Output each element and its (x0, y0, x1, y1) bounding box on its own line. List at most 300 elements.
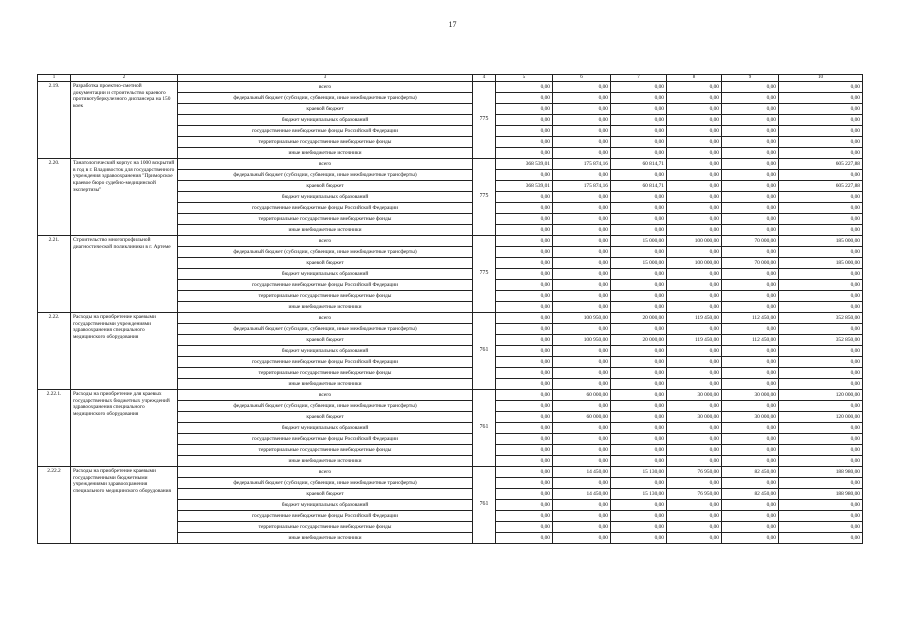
amount-cell: 0,00 (779, 378, 863, 389)
amount-cell: 119 450,00 (667, 312, 722, 323)
amount-cell: 0,00 (779, 279, 863, 290)
amount-cell: 0,00 (779, 224, 863, 235)
amount-cell: 0,00 (611, 400, 667, 411)
amount-cell: 100 950,00 (553, 334, 611, 345)
amount-cell: 0,00 (722, 202, 779, 213)
item-name: Разработка проектно-сметной документации и строительство краевого противотуберкулезного диспансера на 150 коек (71, 81, 178, 158)
amount-cell: 0,00 (611, 433, 667, 444)
funding-source: федеральный бюджет (субсидии, субвенции, иные межбюджетные трансферты) (178, 477, 473, 488)
amount-cell: 0,00 (779, 290, 863, 301)
amount-cell: 0,00 (553, 301, 611, 312)
column-number: 6 (553, 75, 611, 82)
amount-cell: 0,00 (496, 301, 553, 312)
amount-cell: 0,00 (496, 532, 553, 543)
amount-cell: 0,00 (496, 81, 553, 92)
amount-cell: 188 980,00 (779, 466, 863, 477)
amount-cell: 188 980,00 (779, 488, 863, 499)
amount-cell: 0,00 (611, 114, 667, 125)
amount-cell: 100 950,00 (553, 312, 611, 323)
amount-cell: 0,00 (722, 213, 779, 224)
table-row (38, 81, 863, 92)
amount-cell: 0,00 (779, 444, 863, 455)
amount-cell: 0,00 (779, 477, 863, 488)
funding-source: федеральный бюджет (субсидии, субвенции, иные межбюджетные трансферты) (178, 400, 473, 411)
amount-cell: 0,00 (553, 455, 611, 466)
amount-cell: 0,00 (667, 158, 722, 169)
amount-cell: 0,00 (553, 81, 611, 92)
amount-cell: 0,00 (722, 477, 779, 488)
amount-cell: 0,00 (667, 290, 722, 301)
amount-cell: 0,00 (667, 147, 722, 158)
amount-cell: 0,00 (611, 169, 667, 180)
funding-source: федеральный бюджет (субсидии, субвенции, иные межбюджетные трансферты) (178, 246, 473, 257)
funding-source: федеральный бюджет (субсидии, субвенции, иные межбюджетные трансферты) (178, 323, 473, 334)
amount-cell: 0,00 (667, 92, 722, 103)
amount-cell: 0,00 (779, 114, 863, 125)
column-number: 2 (71, 75, 178, 82)
funding-source: государственные внебюджетные фонды Российской Федерации (178, 433, 473, 444)
amount-cell: 0,00 (496, 334, 553, 345)
amount-cell: 0,00 (496, 389, 553, 400)
amount-cell: 0,00 (496, 224, 553, 235)
amount-cell: 0,00 (722, 323, 779, 334)
amount-cell: 0,00 (496, 136, 553, 147)
amount-cell: 0,00 (611, 389, 667, 400)
amount-cell: 0,00 (779, 147, 863, 158)
amount-cell: 0,00 (553, 224, 611, 235)
budget-table-body (38, 75, 863, 544)
funding-source: иные внебюджетные источники (178, 301, 473, 312)
table-row (38, 158, 863, 169)
amount-cell: 0,00 (553, 378, 611, 389)
amount-cell: 0,00 (667, 114, 722, 125)
amount-cell: 82 450,00 (722, 488, 779, 499)
funding-source: территориальные государственные внебюджетные фонды (178, 213, 473, 224)
amount-cell: 70 000,00 (722, 235, 779, 246)
amount-cell: 0,00 (496, 400, 553, 411)
amount-cell: 0,00 (496, 191, 553, 202)
amount-cell: 0,00 (667, 422, 722, 433)
amount-cell: 0,00 (722, 279, 779, 290)
funding-source: всего (178, 81, 473, 92)
budget-code: 775 (473, 158, 496, 235)
amount-cell: 0,00 (779, 202, 863, 213)
item-number: 2.22. (38, 312, 71, 389)
funding-source: краевой бюджет (178, 257, 473, 268)
item-name: Расходы на приобретение для краевых государственных бюджетных учреждений здравоохранения специального медицинского оборудования (71, 389, 178, 466)
amount-cell: 0,00 (553, 136, 611, 147)
amount-cell: 0,00 (496, 510, 553, 521)
amount-cell: 0,00 (553, 532, 611, 543)
amount-cell: 0,00 (553, 246, 611, 257)
amount-cell: 0,00 (553, 147, 611, 158)
amount-cell: 605 227,88 (779, 180, 863, 191)
amount-cell: 0,00 (779, 367, 863, 378)
amount-cell: 0,00 (611, 191, 667, 202)
amount-cell: 0,00 (779, 136, 863, 147)
amount-cell: 15 000,00 (611, 235, 667, 246)
amount-cell: 0,00 (667, 444, 722, 455)
amount-cell: 15 130,00 (611, 488, 667, 499)
amount-cell: 0,00 (553, 477, 611, 488)
amount-cell: 352 850,00 (779, 312, 863, 323)
amount-cell: 0,00 (496, 114, 553, 125)
amount-cell: 0,00 (553, 257, 611, 268)
table-row (38, 389, 863, 400)
amount-cell: 0,00 (553, 290, 611, 301)
amount-cell: 0,00 (496, 268, 553, 279)
funding-source: бюджет муниципальных образований (178, 268, 473, 279)
amount-cell: 0,00 (553, 444, 611, 455)
amount-cell: 0,00 (496, 356, 553, 367)
amount-cell: 0,00 (779, 323, 863, 334)
amount-cell: 0,00 (553, 213, 611, 224)
amount-cell: 0,00 (722, 268, 779, 279)
amount-cell: 0,00 (722, 510, 779, 521)
amount-cell: 60 000,00 (553, 411, 611, 422)
amount-cell: 0,00 (667, 510, 722, 521)
amount-cell: 185 000,00 (779, 235, 863, 246)
amount-cell: 0,00 (779, 455, 863, 466)
amount-cell: 0,00 (779, 521, 863, 532)
amount-cell: 0,00 (722, 356, 779, 367)
amount-cell: 0,00 (496, 378, 553, 389)
amount-cell: 0,00 (496, 92, 553, 103)
amount-cell: 20 000,00 (611, 334, 667, 345)
amount-cell: 0,00 (779, 400, 863, 411)
amount-cell: 0,00 (496, 202, 553, 213)
amount-cell: 0,00 (779, 510, 863, 521)
funding-source: федеральный бюджет (субсидии, субвенции, иные межбюджетные трансферты) (178, 169, 473, 180)
item-number: 2.21. (38, 235, 71, 312)
amount-cell: 0,00 (667, 433, 722, 444)
amount-cell: 0,00 (496, 499, 553, 510)
amount-cell: 14 450,00 (553, 488, 611, 499)
amount-cell: 0,00 (722, 246, 779, 257)
amount-cell: 0,00 (722, 92, 779, 103)
column-number: 1 (38, 75, 71, 82)
amount-cell: 0,00 (667, 191, 722, 202)
amount-cell: 0,00 (667, 268, 722, 279)
amount-cell: 0,00 (667, 202, 722, 213)
amount-cell: 0,00 (553, 422, 611, 433)
amount-cell: 0,00 (553, 510, 611, 521)
funding-source: краевой бюджет (178, 103, 473, 114)
funding-source: территориальные государственные внебюджетные фонды (178, 136, 473, 147)
amount-cell: 0,00 (611, 136, 667, 147)
amount-cell: 0,00 (553, 433, 611, 444)
item-name: Расходы на приобретение краевыми государственными бюджетными учреждениями здравоохранения специального медицинского оборудования (71, 466, 178, 543)
funding-source: иные внебюджетные источники (178, 532, 473, 543)
funding-source: краевой бюджет (178, 488, 473, 499)
amount-cell: 30 000,00 (667, 389, 722, 400)
funding-source: государственные внебюджетные фонды Российской Федерации (178, 279, 473, 290)
amount-cell: 0,00 (667, 521, 722, 532)
amount-cell: 0,00 (496, 488, 553, 499)
amount-cell: 0,00 (496, 312, 553, 323)
amount-cell: 0,00 (553, 356, 611, 367)
amount-cell: 0,00 (667, 323, 722, 334)
amount-cell: 60 814,71 (611, 180, 667, 191)
amount-cell: 0,00 (722, 422, 779, 433)
amount-cell: 0,00 (722, 444, 779, 455)
funding-source: всего (178, 235, 473, 246)
amount-cell: 0,00 (722, 169, 779, 180)
amount-cell: 0,00 (667, 477, 722, 488)
funding-source: государственные внебюджетные фонды Российской Федерации (178, 125, 473, 136)
amount-cell: 0,00 (496, 521, 553, 532)
column-number: 3 (178, 75, 473, 82)
funding-source: территориальные государственные внебюджетные фонды (178, 521, 473, 532)
amount-cell: 0,00 (611, 521, 667, 532)
amount-cell: 0,00 (553, 125, 611, 136)
amount-cell: 0,00 (496, 169, 553, 180)
amount-cell: 70 000,00 (722, 257, 779, 268)
item-number: 2.22.2 (38, 466, 71, 543)
amount-cell: 0,00 (611, 213, 667, 224)
amount-cell: 0,00 (553, 323, 611, 334)
amount-cell: 0,00 (667, 246, 722, 257)
funding-source: всего (178, 389, 473, 400)
amount-cell: 30 000,00 (722, 411, 779, 422)
amount-cell: 0,00 (722, 532, 779, 543)
amount-cell: 30 000,00 (722, 389, 779, 400)
amount-cell: 0,00 (553, 92, 611, 103)
amount-cell: 0,00 (496, 433, 553, 444)
amount-cell: 20 000,00 (611, 312, 667, 323)
amount-cell: 0,00 (722, 81, 779, 92)
amount-cell: 0,00 (667, 169, 722, 180)
column-number: 5 (496, 75, 553, 82)
amount-cell: 0,00 (496, 323, 553, 334)
amount-cell: 0,00 (611, 532, 667, 543)
amount-cell: 30 000,00 (667, 411, 722, 422)
amount-cell: 0,00 (611, 224, 667, 235)
amount-cell: 76 950,00 (667, 488, 722, 499)
funding-source: иные внебюджетные источники (178, 455, 473, 466)
amount-cell: 82 450,00 (722, 466, 779, 477)
funding-source: всего (178, 158, 473, 169)
amount-cell: 112 450,00 (722, 334, 779, 345)
amount-cell: 0,00 (611, 411, 667, 422)
budget-code: 761 (473, 466, 496, 543)
amount-cell: 0,00 (722, 290, 779, 301)
column-number: 7 (611, 75, 667, 82)
amount-cell: 0,00 (611, 147, 667, 158)
funding-source: бюджет муниципальных образований (178, 499, 473, 510)
column-number: 10 (779, 75, 863, 82)
table-row (38, 466, 863, 477)
funding-source: бюджет муниципальных образований (178, 114, 473, 125)
amount-cell: 0,00 (611, 290, 667, 301)
amount-cell: 0,00 (722, 378, 779, 389)
amount-cell: 368 539,01 (496, 158, 553, 169)
budget-code: 761 (473, 312, 496, 389)
amount-cell: 0,00 (667, 400, 722, 411)
amount-cell: 352 850,00 (779, 334, 863, 345)
amount-cell: 0,00 (779, 301, 863, 312)
amount-cell: 0,00 (722, 191, 779, 202)
funding-source: государственные внебюджетные фонды Российской Федерации (178, 202, 473, 213)
funding-source: всего (178, 466, 473, 477)
amount-cell: 0,00 (496, 290, 553, 301)
amount-cell: 15 130,00 (611, 466, 667, 477)
amount-cell: 0,00 (667, 279, 722, 290)
amount-cell: 0,00 (553, 191, 611, 202)
amount-cell: 0,00 (722, 367, 779, 378)
item-name: Строительство многопрофильной диагностической поликлиники в г. Артеме (71, 235, 178, 312)
amount-cell: 0,00 (611, 81, 667, 92)
table-row (38, 312, 863, 323)
amount-cell: 0,00 (496, 125, 553, 136)
amount-cell: 0,00 (553, 202, 611, 213)
amount-cell: 0,00 (611, 125, 667, 136)
amount-cell: 0,00 (722, 499, 779, 510)
amount-cell: 0,00 (611, 356, 667, 367)
funding-source: краевой бюджет (178, 180, 473, 191)
amount-cell: 0,00 (496, 455, 553, 466)
amount-cell: 0,00 (611, 92, 667, 103)
amount-cell: 0,00 (611, 345, 667, 356)
amount-cell: 0,00 (496, 411, 553, 422)
amount-cell: 0,00 (779, 191, 863, 202)
amount-cell: 0,00 (779, 422, 863, 433)
amount-cell: 0,00 (496, 422, 553, 433)
amount-cell: 0,00 (611, 246, 667, 257)
amount-cell: 0,00 (611, 422, 667, 433)
amount-cell: 0,00 (779, 499, 863, 510)
amount-cell: 0,00 (722, 158, 779, 169)
amount-cell: 0,00 (779, 169, 863, 180)
item-name: Танатологический корпус на 1000 вскрытий в год в г. Владивосток для государственного учреждения здравоохранения "Приморское краевое бюро судебно-медицинской экспертизы" (71, 158, 178, 235)
funding-source: федеральный бюджет (субсидии, субвенции, иные межбюджетные трансферты) (178, 92, 473, 103)
item-number: 2.19. (38, 81, 71, 158)
amount-cell: 0,00 (779, 532, 863, 543)
amount-cell: 0,00 (496, 257, 553, 268)
amount-cell: 0,00 (779, 92, 863, 103)
amount-cell: 0,00 (722, 400, 779, 411)
amount-cell: 0,00 (496, 367, 553, 378)
funding-source: государственные внебюджетные фонды Российской Федерации (178, 356, 473, 367)
amount-cell: 0,00 (722, 180, 779, 191)
amount-cell: 119 450,00 (667, 334, 722, 345)
amount-cell: 0,00 (496, 213, 553, 224)
amount-cell: 0,00 (611, 455, 667, 466)
funding-source: бюджет муниципальных образований (178, 345, 473, 356)
amount-cell: 0,00 (722, 224, 779, 235)
item-number: 2.22.1. (38, 389, 71, 466)
funding-source: государственные внебюджетные фонды Российской Федерации (178, 510, 473, 521)
amount-cell: 0,00 (722, 125, 779, 136)
item-number: 2.20. (38, 158, 71, 235)
amount-cell: 0,00 (611, 301, 667, 312)
budget-table (37, 74, 863, 544)
amount-cell: 0,00 (611, 510, 667, 521)
funding-source: иные внебюджетные источники (178, 378, 473, 389)
amount-cell: 0,00 (667, 532, 722, 543)
amount-cell: 0,00 (496, 246, 553, 257)
amount-cell: 100 000,00 (667, 235, 722, 246)
amount-cell: 0,00 (779, 356, 863, 367)
funding-source: иные внебюджетные источники (178, 224, 473, 235)
amount-cell: 0,00 (779, 268, 863, 279)
amount-cell: 0,00 (496, 444, 553, 455)
budget-code: 761 (473, 389, 496, 466)
amount-cell: 0,00 (667, 125, 722, 136)
amount-cell: 0,00 (667, 180, 722, 191)
column-number: 9 (722, 75, 779, 82)
amount-cell: 0,00 (553, 169, 611, 180)
amount-cell: 605 227,88 (779, 158, 863, 169)
funding-source: бюджет муниципальных образований (178, 422, 473, 433)
amount-cell: 14 450,00 (553, 466, 611, 477)
funding-source: территориальные государственные внебюджетные фонды (178, 367, 473, 378)
amount-cell: 0,00 (667, 213, 722, 224)
amount-cell: 0,00 (722, 433, 779, 444)
column-number-row (38, 75, 863, 82)
amount-cell: 120 000,00 (779, 389, 863, 400)
funding-source: краевой бюджет (178, 411, 473, 422)
amount-cell: 0,00 (496, 279, 553, 290)
amount-cell: 0,00 (611, 323, 667, 334)
amount-cell: 0,00 (611, 499, 667, 510)
amount-cell: 60 814,71 (611, 158, 667, 169)
amount-cell: 0,00 (553, 114, 611, 125)
amount-cell: 0,00 (553, 235, 611, 246)
amount-cell: 0,00 (722, 147, 779, 158)
amount-cell: 0,00 (553, 345, 611, 356)
amount-cell: 15 000,00 (611, 257, 667, 268)
amount-cell: 0,00 (667, 301, 722, 312)
amount-cell: 0,00 (722, 136, 779, 147)
budget-code: 775 (473, 81, 496, 158)
amount-cell: 0,00 (496, 477, 553, 488)
funding-source: территориальные государственные внебюджетные фонды (178, 444, 473, 455)
amount-cell: 60 000,00 (553, 389, 611, 400)
amount-cell: 0,00 (779, 81, 863, 92)
funding-source: бюджет муниципальных образований (178, 191, 473, 202)
table-row (38, 235, 863, 246)
amount-cell: 0,00 (722, 455, 779, 466)
amount-cell: 0,00 (667, 367, 722, 378)
amount-cell: 0,00 (722, 345, 779, 356)
amount-cell: 0,00 (496, 103, 553, 114)
budget-code: 775 (473, 235, 496, 312)
column-number: 4 (473, 75, 496, 82)
amount-cell: 0,00 (611, 444, 667, 455)
amount-cell: 0,00 (553, 367, 611, 378)
amount-cell: 0,00 (611, 279, 667, 290)
amount-cell: 0,00 (496, 147, 553, 158)
amount-cell: 0,00 (779, 103, 863, 114)
amount-cell: 0,00 (611, 202, 667, 213)
funding-source: территориальные государственные внебюджетные фонды (178, 290, 473, 301)
amount-cell: 368 539,01 (496, 180, 553, 191)
amount-cell: 100 000,00 (667, 257, 722, 268)
amount-cell: 0,00 (779, 246, 863, 257)
amount-cell: 76 950,00 (667, 466, 722, 477)
amount-cell: 0,00 (779, 213, 863, 224)
amount-cell: 0,00 (611, 378, 667, 389)
amount-cell: 0,00 (667, 136, 722, 147)
column-number: 8 (667, 75, 722, 82)
amount-cell: 0,00 (553, 279, 611, 290)
amount-cell: 0,00 (667, 345, 722, 356)
amount-cell: 0,00 (722, 114, 779, 125)
amount-cell: 0,00 (667, 224, 722, 235)
amount-cell: 0,00 (722, 521, 779, 532)
amount-cell: 0,00 (553, 400, 611, 411)
